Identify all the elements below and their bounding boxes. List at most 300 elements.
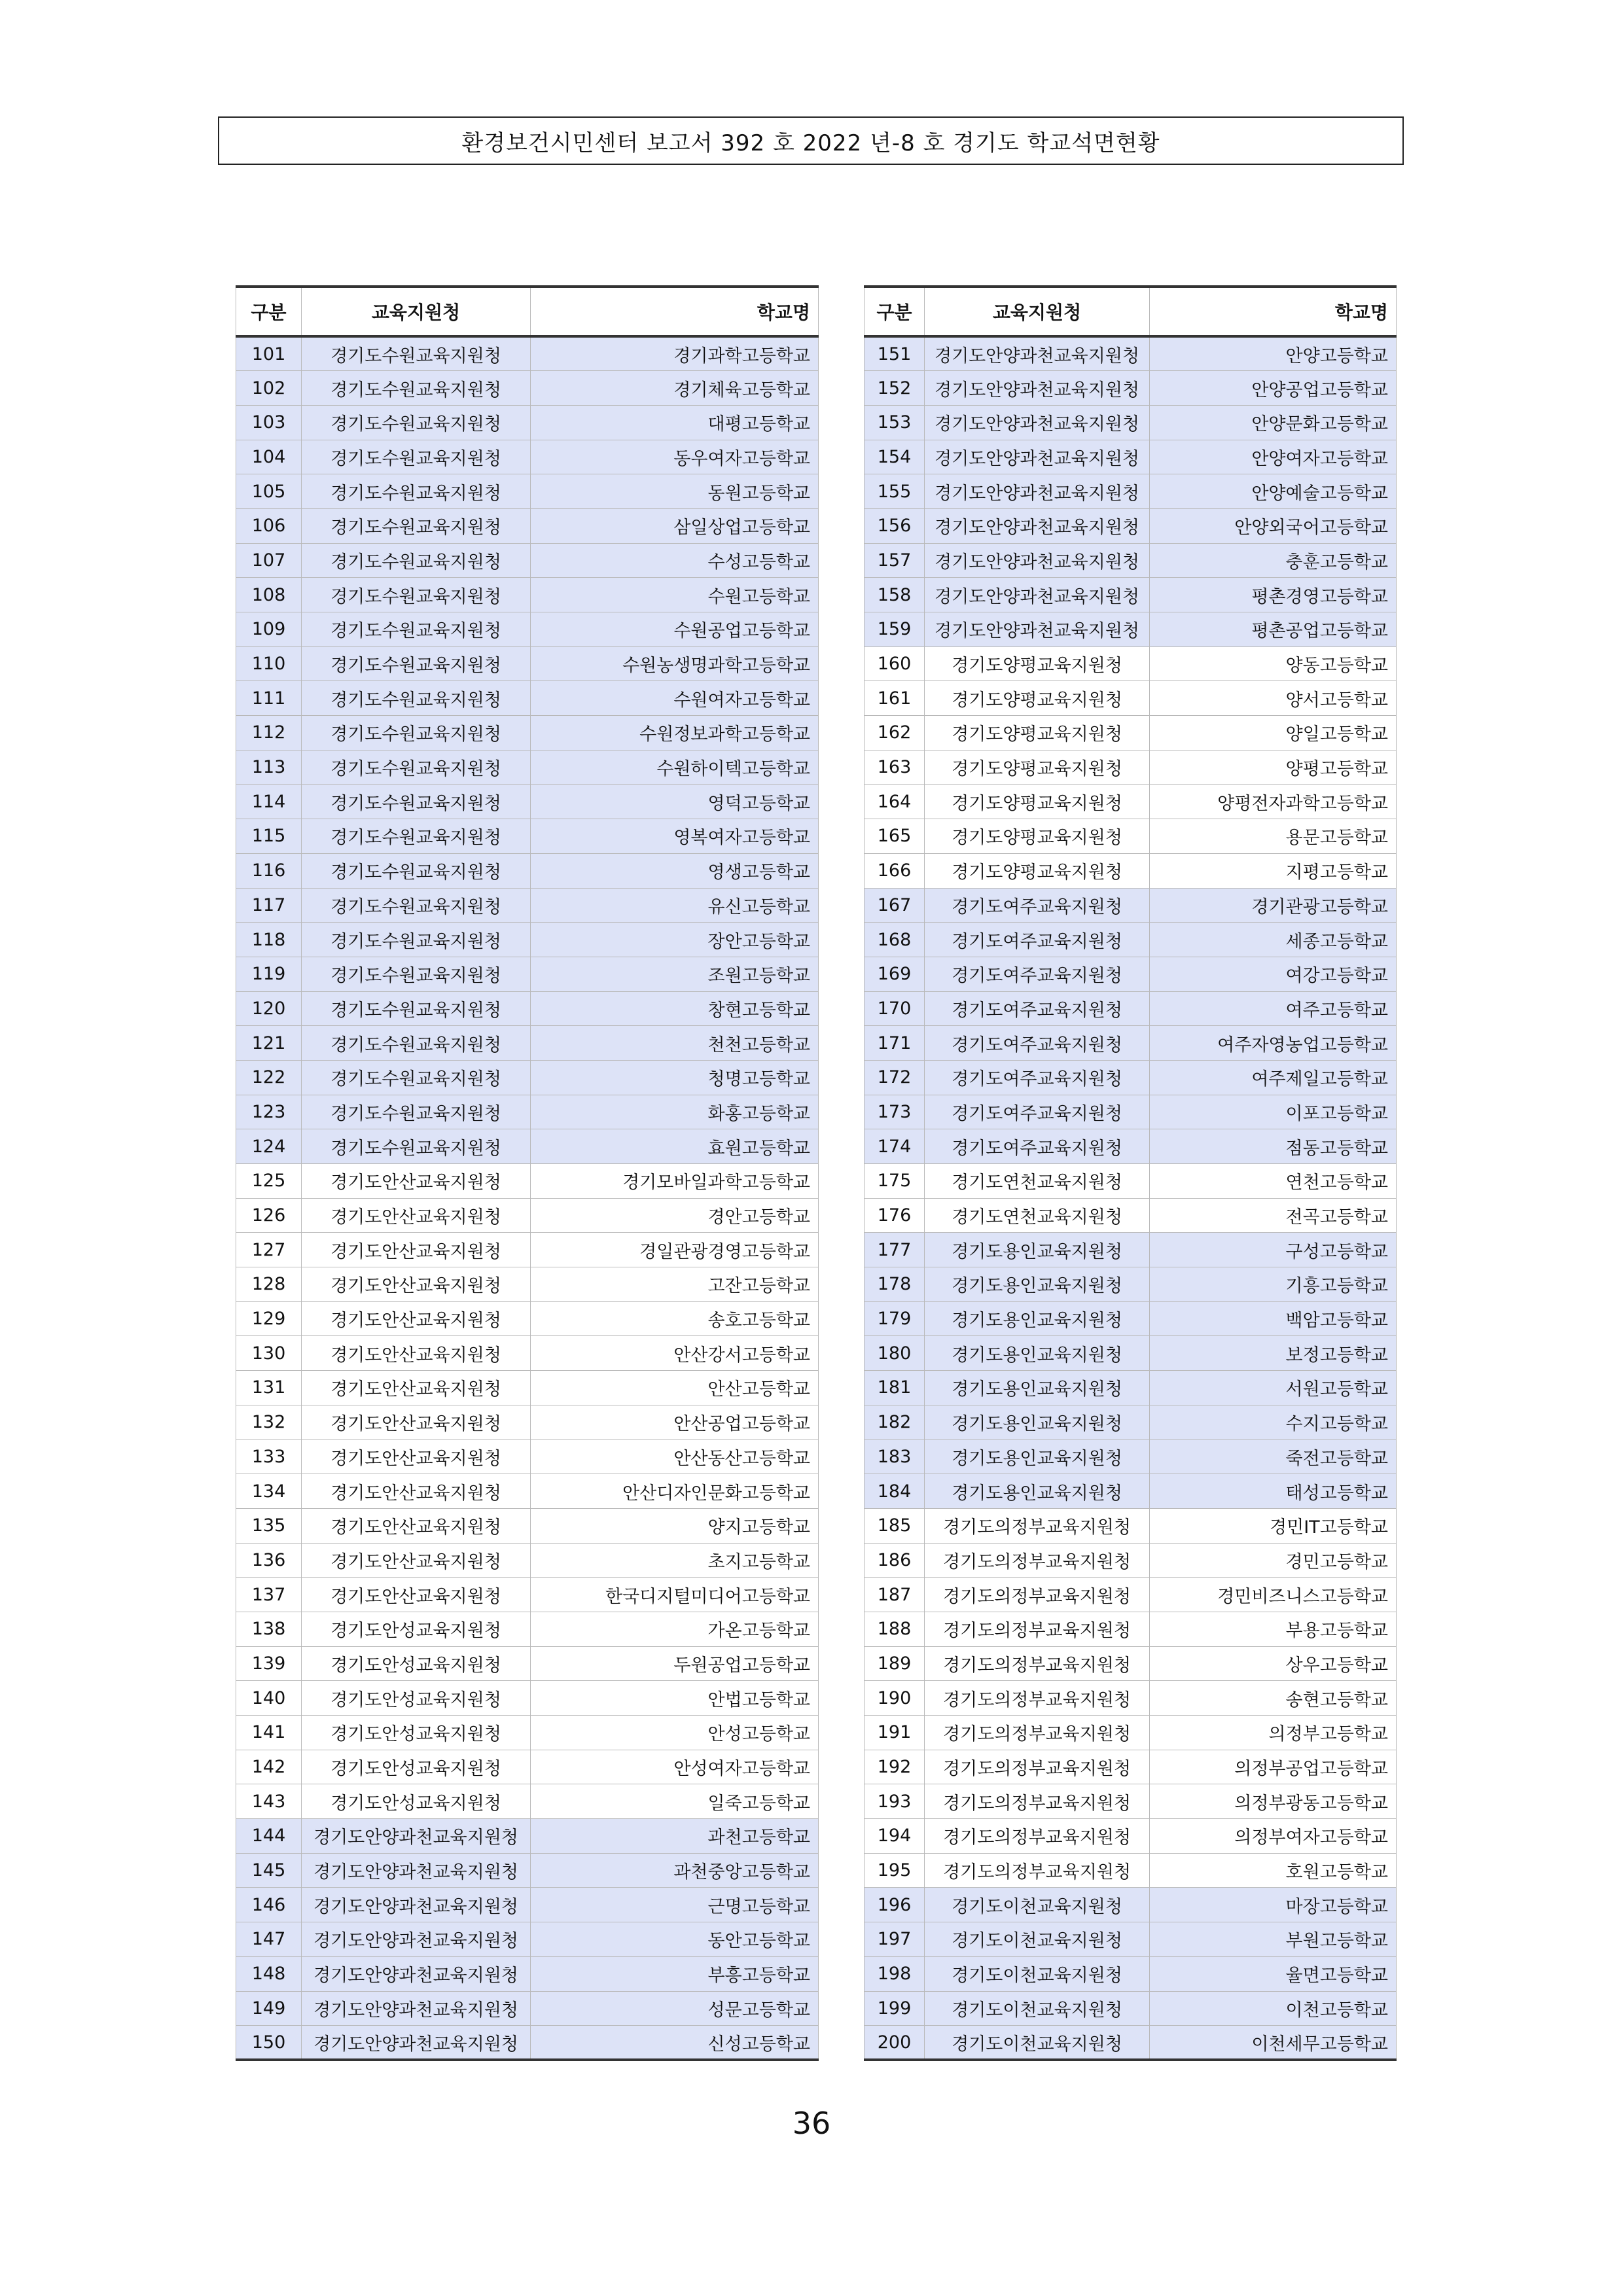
school-name: 평촌공업고등학교 [1150, 612, 1397, 647]
table-row [865, 1543, 1397, 1578]
education-office: 경기도수원교육지원청 [302, 681, 531, 716]
table-row [236, 1439, 819, 1474]
row-number: 161 [865, 681, 925, 716]
education-office: 경기도안양과천교육지원청 [925, 578, 1150, 612]
table-row [236, 1922, 819, 1957]
row-number: 162 [865, 716, 925, 751]
school-name: 양평고등학교 [1150, 750, 1397, 785]
row-number: 114 [236, 785, 302, 819]
row-number: 147 [236, 1922, 302, 1957]
row-number: 133 [236, 1439, 302, 1474]
table-row [236, 957, 819, 991]
table-row [236, 1888, 819, 1922]
education-office: 경기도의정부교육지원청 [925, 1646, 1150, 1681]
row-number: 101 [236, 336, 302, 371]
table-row [865, 1716, 1397, 1750]
table-row [236, 1371, 819, 1405]
education-office: 경기도안산교육지원청 [302, 1233, 531, 1267]
school-name: 한국디지털미디어고등학교 [531, 1578, 819, 1612]
school-name: 전곡고등학교 [1150, 1198, 1397, 1233]
column-header-no: 구분 [865, 287, 925, 336]
school-name: 백암고등학교 [1150, 1301, 1397, 1336]
table-row [865, 1405, 1397, 1439]
education-office: 경기도수원교육지원청 [302, 543, 531, 578]
table-row [865, 1164, 1397, 1199]
school-name: 양서고등학교 [1150, 681, 1397, 716]
school-name: 세종고등학교 [1150, 923, 1397, 957]
row-number: 137 [236, 1578, 302, 1612]
row-number: 193 [865, 1784, 925, 1819]
row-number: 116 [236, 853, 302, 888]
row-number: 159 [865, 612, 925, 647]
school-name: 안양외국어고등학교 [1150, 508, 1397, 543]
education-office: 경기도안성교육지원청 [302, 1612, 531, 1646]
table-row [236, 1301, 819, 1336]
education-office: 경기도수원교육지원청 [302, 371, 531, 406]
education-office: 경기도연천교육지원청 [925, 1164, 1150, 1199]
row-number: 144 [236, 1819, 302, 1854]
table-row [236, 336, 819, 371]
school-name: 죽전고등학교 [1150, 1439, 1397, 1474]
school-table-right [864, 285, 1397, 2061]
table-row [865, 612, 1397, 647]
row-number: 168 [865, 923, 925, 957]
row-number: 118 [236, 923, 302, 957]
school-name: 경기체육고등학교 [531, 371, 819, 406]
school-name: 기흥고등학교 [1150, 1267, 1397, 1302]
table-row [865, 1301, 1397, 1336]
school-name: 안산강서고등학교 [531, 1336, 819, 1371]
education-office: 경기도안성교육지원청 [302, 1716, 531, 1750]
column-header-office: 교육지원청 [302, 287, 531, 336]
school-name: 안성여자고등학교 [531, 1750, 819, 1784]
education-office: 경기도수원교육지원청 [302, 474, 531, 509]
education-office: 경기도용인교육지원청 [925, 1439, 1150, 1474]
school-name: 가온고등학교 [531, 1612, 819, 1646]
row-number: 171 [865, 1026, 925, 1061]
row-number: 112 [236, 716, 302, 751]
education-office: 경기도이천교육지원청 [925, 1922, 1150, 1957]
education-office: 경기도여주교육지원청 [925, 991, 1150, 1026]
education-office: 경기도양평교육지원청 [925, 716, 1150, 751]
school-name: 구성고등학교 [1150, 1233, 1397, 1267]
row-number: 151 [865, 336, 925, 371]
education-office: 경기도안산교육지원청 [302, 1336, 531, 1371]
row-number: 115 [236, 819, 302, 854]
row-number: 145 [236, 1853, 302, 1888]
school-name: 효원고등학교 [531, 1129, 819, 1164]
column-header-school: 학교명 [1150, 287, 1397, 336]
row-number: 138 [236, 1612, 302, 1646]
table-row [865, 474, 1397, 509]
row-number: 129 [236, 1301, 302, 1336]
table-row [236, 1095, 819, 1129]
column-header-school: 학교명 [531, 287, 819, 336]
table-row [236, 1060, 819, 1095]
row-number: 149 [236, 1991, 302, 2026]
row-number: 108 [236, 578, 302, 612]
school-name: 경민IT고등학교 [1150, 1508, 1397, 1543]
row-number: 158 [865, 578, 925, 612]
row-number: 146 [236, 1888, 302, 1922]
row-number: 157 [865, 543, 925, 578]
education-office: 경기도안양과천교육지원청 [302, 2026, 531, 2060]
row-number: 148 [236, 1956, 302, 1991]
table-row [865, 853, 1397, 888]
education-office: 경기도여주교육지원청 [925, 1129, 1150, 1164]
table-row [865, 1646, 1397, 1681]
school-name: 경기과학고등학교 [531, 336, 819, 371]
table-row [236, 371, 819, 406]
education-office: 경기도용인교육지원청 [925, 1405, 1150, 1439]
row-number: 199 [865, 1991, 925, 2026]
education-office: 경기도안산교육지원청 [302, 1198, 531, 1233]
row-number: 187 [865, 1578, 925, 1612]
table-row [236, 1612, 819, 1646]
row-number: 167 [865, 888, 925, 923]
education-office: 경기도안산교육지원청 [302, 1267, 531, 1302]
table-row [865, 371, 1397, 406]
row-number: 141 [236, 1716, 302, 1750]
education-office: 경기도안성교육지원청 [302, 1681, 531, 1716]
school-name: 경일관광경영고등학교 [531, 1233, 819, 1267]
school-name: 영덕고등학교 [531, 785, 819, 819]
school-name: 일죽고등학교 [531, 1784, 819, 1819]
row-number: 189 [865, 1646, 925, 1681]
report-header [218, 116, 1404, 165]
table-row [865, 1233, 1397, 1267]
education-office: 경기도안양과천교육지원청 [302, 1922, 531, 1957]
education-office: 경기도안산교육지원청 [302, 1371, 531, 1405]
row-number: 140 [236, 1681, 302, 1716]
table-row [865, 923, 1397, 957]
table-row [865, 1853, 1397, 1888]
education-office: 경기도안양과천교육지원청 [925, 474, 1150, 509]
table-row [236, 1750, 819, 1784]
school-name: 여주자영농업고등학교 [1150, 1026, 1397, 1061]
table-row [865, 991, 1397, 1026]
table-row [865, 1612, 1397, 1646]
table-row [236, 1267, 819, 1302]
education-office: 경기도안양과천교육지원청 [925, 440, 1150, 474]
education-office: 경기도용인교육지원청 [925, 1371, 1150, 1405]
education-office: 경기도의정부교육지원청 [925, 1578, 1150, 1612]
row-number: 139 [236, 1646, 302, 1681]
row-number: 131 [236, 1371, 302, 1405]
education-office: 경기도수원교육지원청 [302, 1129, 531, 1164]
school-name: 삼일상업고등학교 [531, 508, 819, 543]
school-name: 호원고등학교 [1150, 1853, 1397, 1888]
table-row [236, 1026, 819, 1061]
table-row [865, 543, 1397, 578]
school-name: 과천중앙고등학교 [531, 1853, 819, 1888]
table-row [865, 888, 1397, 923]
education-office: 경기도여주교육지원청 [925, 1095, 1150, 1129]
row-number: 150 [236, 2026, 302, 2060]
education-office: 경기도안양과천교육지원청 [925, 336, 1150, 371]
table-row [236, 819, 819, 854]
column-header-no: 구분 [236, 287, 302, 336]
school-name: 유신고등학교 [531, 888, 819, 923]
row-number: 154 [865, 440, 925, 474]
school-name: 부원고등학교 [1150, 1922, 1397, 1957]
school-name: 송현고등학교 [1150, 1681, 1397, 1716]
row-number: 200 [865, 2026, 925, 2060]
row-number: 103 [236, 405, 302, 440]
row-number: 132 [236, 1405, 302, 1439]
table-row [865, 681, 1397, 716]
row-number: 169 [865, 957, 925, 991]
row-number: 190 [865, 1681, 925, 1716]
education-office: 경기도용인교육지원청 [925, 1474, 1150, 1509]
table-row [236, 1336, 819, 1371]
table-row [865, 1336, 1397, 1371]
education-office: 경기도안산교육지원청 [302, 1405, 531, 1439]
education-office: 경기도여주교육지원청 [925, 957, 1150, 991]
school-name: 충훈고등학교 [1150, 543, 1397, 578]
table-row [236, 1474, 819, 1509]
row-number: 176 [865, 1198, 925, 1233]
row-number: 188 [865, 1612, 925, 1646]
school-name: 과천고등학교 [531, 1819, 819, 1854]
education-office: 경기도안성교육지원청 [302, 1784, 531, 1819]
education-office: 경기도안양과천교육지원청 [302, 1853, 531, 1888]
education-office: 경기도수원교육지원청 [302, 405, 531, 440]
education-office: 경기도여주교육지원청 [925, 1060, 1150, 1095]
table-row [865, 578, 1397, 612]
school-name: 안법고등학교 [531, 1681, 819, 1716]
school-name: 수원여자고등학교 [531, 681, 819, 716]
report-title: 환경보건시민센터 보고서 392 호 2022 년-8 호 경기도 학교석면현황 [461, 130, 1160, 156]
table-row [865, 1922, 1397, 1957]
row-number: 124 [236, 1129, 302, 1164]
school-name: 상우고등학교 [1150, 1646, 1397, 1681]
school-name: 의정부광동고등학교 [1150, 1784, 1397, 1819]
education-office: 경기도의정부교육지원청 [925, 1784, 1150, 1819]
school-name: 대평고등학교 [531, 405, 819, 440]
school-name: 수원정보과학고등학교 [531, 716, 819, 751]
row-number: 185 [865, 1508, 925, 1543]
table-row [236, 1129, 819, 1164]
table-row [865, 716, 1397, 751]
school-name: 영복여자고등학교 [531, 819, 819, 854]
row-number: 181 [865, 1371, 925, 1405]
school-name: 여주제일고등학교 [1150, 1060, 1397, 1095]
education-office: 경기도양평교육지원청 [925, 853, 1150, 888]
row-number: 143 [236, 1784, 302, 1819]
row-number: 117 [236, 888, 302, 923]
school-name: 평촌경영고등학교 [1150, 578, 1397, 612]
education-office: 경기도안성교육지원청 [302, 1750, 531, 1784]
education-office: 경기도안양과천교육지원청 [302, 1956, 531, 1991]
school-name: 창현고등학교 [531, 991, 819, 1026]
school-name: 안산동산고등학교 [531, 1439, 819, 1474]
school-name: 화홍고등학교 [531, 1095, 819, 1129]
education-office: 경기도수원교육지원청 [302, 1095, 531, 1129]
table-row [236, 853, 819, 888]
table-row [236, 1405, 819, 1439]
education-office: 경기도용인교육지원청 [925, 1233, 1150, 1267]
row-number: 152 [865, 371, 925, 406]
row-number: 125 [236, 1164, 302, 1199]
table-row [865, 819, 1397, 854]
school-name: 부용고등학교 [1150, 1612, 1397, 1646]
education-office: 경기도양평교육지원청 [925, 681, 1150, 716]
education-office: 경기도이천교육지원청 [925, 1956, 1150, 1991]
school-name: 경민비즈니스고등학교 [1150, 1578, 1397, 1612]
row-number: 191 [865, 1716, 925, 1750]
row-number: 175 [865, 1164, 925, 1199]
education-office: 경기도안양과천교육지원청 [302, 1991, 531, 2026]
row-number: 113 [236, 750, 302, 785]
row-number: 195 [865, 1853, 925, 1888]
school-name: 동안고등학교 [531, 1922, 819, 1957]
row-number: 130 [236, 1336, 302, 1371]
education-office: 경기도수원교육지원청 [302, 785, 531, 819]
school-name: 이천세무고등학교 [1150, 2026, 1397, 2060]
table-row [236, 1233, 819, 1267]
table-row [865, 1508, 1397, 1543]
education-office: 경기도수원교육지원청 [302, 336, 531, 371]
school-name: 동원고등학교 [531, 474, 819, 509]
table-row [865, 1439, 1397, 1474]
school-name: 안성고등학교 [531, 1716, 819, 1750]
table-row [236, 1164, 819, 1199]
table-row [865, 1371, 1397, 1405]
row-number: 192 [865, 1750, 925, 1784]
school-name: 부흥고등학교 [531, 1956, 819, 1991]
school-name: 안양예술고등학교 [1150, 474, 1397, 509]
row-number: 184 [865, 1474, 925, 1509]
row-number: 105 [236, 474, 302, 509]
table-row [865, 785, 1397, 819]
school-name: 점동고등학교 [1150, 1129, 1397, 1164]
school-name: 안양고등학교 [1150, 336, 1397, 371]
school-name: 보정고등학교 [1150, 1336, 1397, 1371]
school-name: 성문고등학교 [531, 1991, 819, 2026]
table-row [865, 957, 1397, 991]
table-row [865, 1991, 1397, 2026]
table-row [236, 716, 819, 751]
school-name: 용문고등학교 [1150, 819, 1397, 854]
education-office: 경기도안산교육지원청 [302, 1164, 531, 1199]
table-row [865, 1198, 1397, 1233]
education-office: 경기도안산교육지원청 [302, 1439, 531, 1474]
education-office: 경기도안양과천교육지원청 [925, 543, 1150, 578]
row-number: 160 [865, 646, 925, 681]
education-office: 경기도의정부교육지원청 [925, 1716, 1150, 1750]
school-name: 양일고등학교 [1150, 716, 1397, 751]
education-office: 경기도수원교육지원청 [302, 991, 531, 1026]
school-name: 경기모바일과학고등학교 [531, 1164, 819, 1199]
education-office: 경기도의정부교육지원청 [925, 1612, 1150, 1646]
table-row [236, 440, 819, 474]
education-office: 경기도여주교육지원청 [925, 1026, 1150, 1061]
school-name: 경안고등학교 [531, 1198, 819, 1233]
education-office: 경기도안양과천교육지원청 [925, 371, 1150, 406]
table-row [865, 1474, 1397, 1509]
table-row [865, 2026, 1397, 2060]
table-row [236, 750, 819, 785]
education-office: 경기도양평교육지원청 [925, 819, 1150, 854]
table-row [236, 1716, 819, 1750]
table-row [865, 1578, 1397, 1612]
row-number: 120 [236, 991, 302, 1026]
row-number: 142 [236, 1750, 302, 1784]
row-number: 127 [236, 1233, 302, 1267]
table-row [236, 578, 819, 612]
column-header-office: 교육지원청 [925, 287, 1150, 336]
table-row [865, 1750, 1397, 1784]
school-name: 동우여자고등학교 [531, 440, 819, 474]
table-row [865, 1956, 1397, 1991]
table-row [236, 1508, 819, 1543]
school-name: 조원고등학교 [531, 957, 819, 991]
school-name: 여강고등학교 [1150, 957, 1397, 991]
table-row [865, 1888, 1397, 1922]
row-number: 128 [236, 1267, 302, 1302]
row-number: 174 [865, 1129, 925, 1164]
education-office: 경기도안양과천교육지원청 [302, 1819, 531, 1854]
table-row [236, 681, 819, 716]
school-name: 고잔고등학교 [531, 1267, 819, 1302]
table-row [236, 1819, 819, 1854]
row-number: 156 [865, 508, 925, 543]
table-row [865, 646, 1397, 681]
education-office: 경기도안양과천교육지원청 [925, 508, 1150, 543]
row-number: 182 [865, 1405, 925, 1439]
row-number: 111 [236, 681, 302, 716]
education-office: 경기도양평교육지원청 [925, 646, 1150, 681]
school-name: 안산공업고등학교 [531, 1405, 819, 1439]
table-row [865, 750, 1397, 785]
school-name: 신성고등학교 [531, 2026, 819, 2060]
education-office: 경기도수원교육지원청 [302, 888, 531, 923]
school-name: 수원공업고등학교 [531, 612, 819, 647]
education-office: 경기도안양과천교육지원청 [925, 405, 1150, 440]
table-row [865, 1784, 1397, 1819]
education-office: 경기도수원교육지원청 [302, 440, 531, 474]
education-office: 경기도이천교육지원청 [925, 1888, 1150, 1922]
table-row [865, 1060, 1397, 1095]
school-name: 안산고등학교 [531, 1371, 819, 1405]
table-row [236, 785, 819, 819]
table-row [865, 1129, 1397, 1164]
education-office: 경기도수원교육지원청 [302, 853, 531, 888]
education-office: 경기도양평교육지원청 [925, 785, 1150, 819]
row-number: 107 [236, 543, 302, 578]
row-number: 106 [236, 508, 302, 543]
education-office: 경기도안산교육지원청 [302, 1474, 531, 1509]
table-row [236, 474, 819, 509]
row-number: 123 [236, 1095, 302, 1129]
table-row [865, 1026, 1397, 1061]
education-office: 경기도의정부교육지원청 [925, 1508, 1150, 1543]
education-office: 경기도의정부교육지원청 [925, 1853, 1150, 1888]
row-number: 153 [865, 405, 925, 440]
school-name: 영생고등학교 [531, 853, 819, 888]
row-number: 136 [236, 1543, 302, 1578]
row-number: 170 [865, 991, 925, 1026]
school-name: 수원하이텍고등학교 [531, 750, 819, 785]
row-number: 134 [236, 1474, 302, 1509]
table-row [236, 1646, 819, 1681]
row-number: 194 [865, 1819, 925, 1854]
row-number: 180 [865, 1336, 925, 1371]
row-number: 104 [236, 440, 302, 474]
education-office: 경기도수원교육지원청 [302, 957, 531, 991]
education-office: 경기도수원교육지원청 [302, 716, 531, 751]
